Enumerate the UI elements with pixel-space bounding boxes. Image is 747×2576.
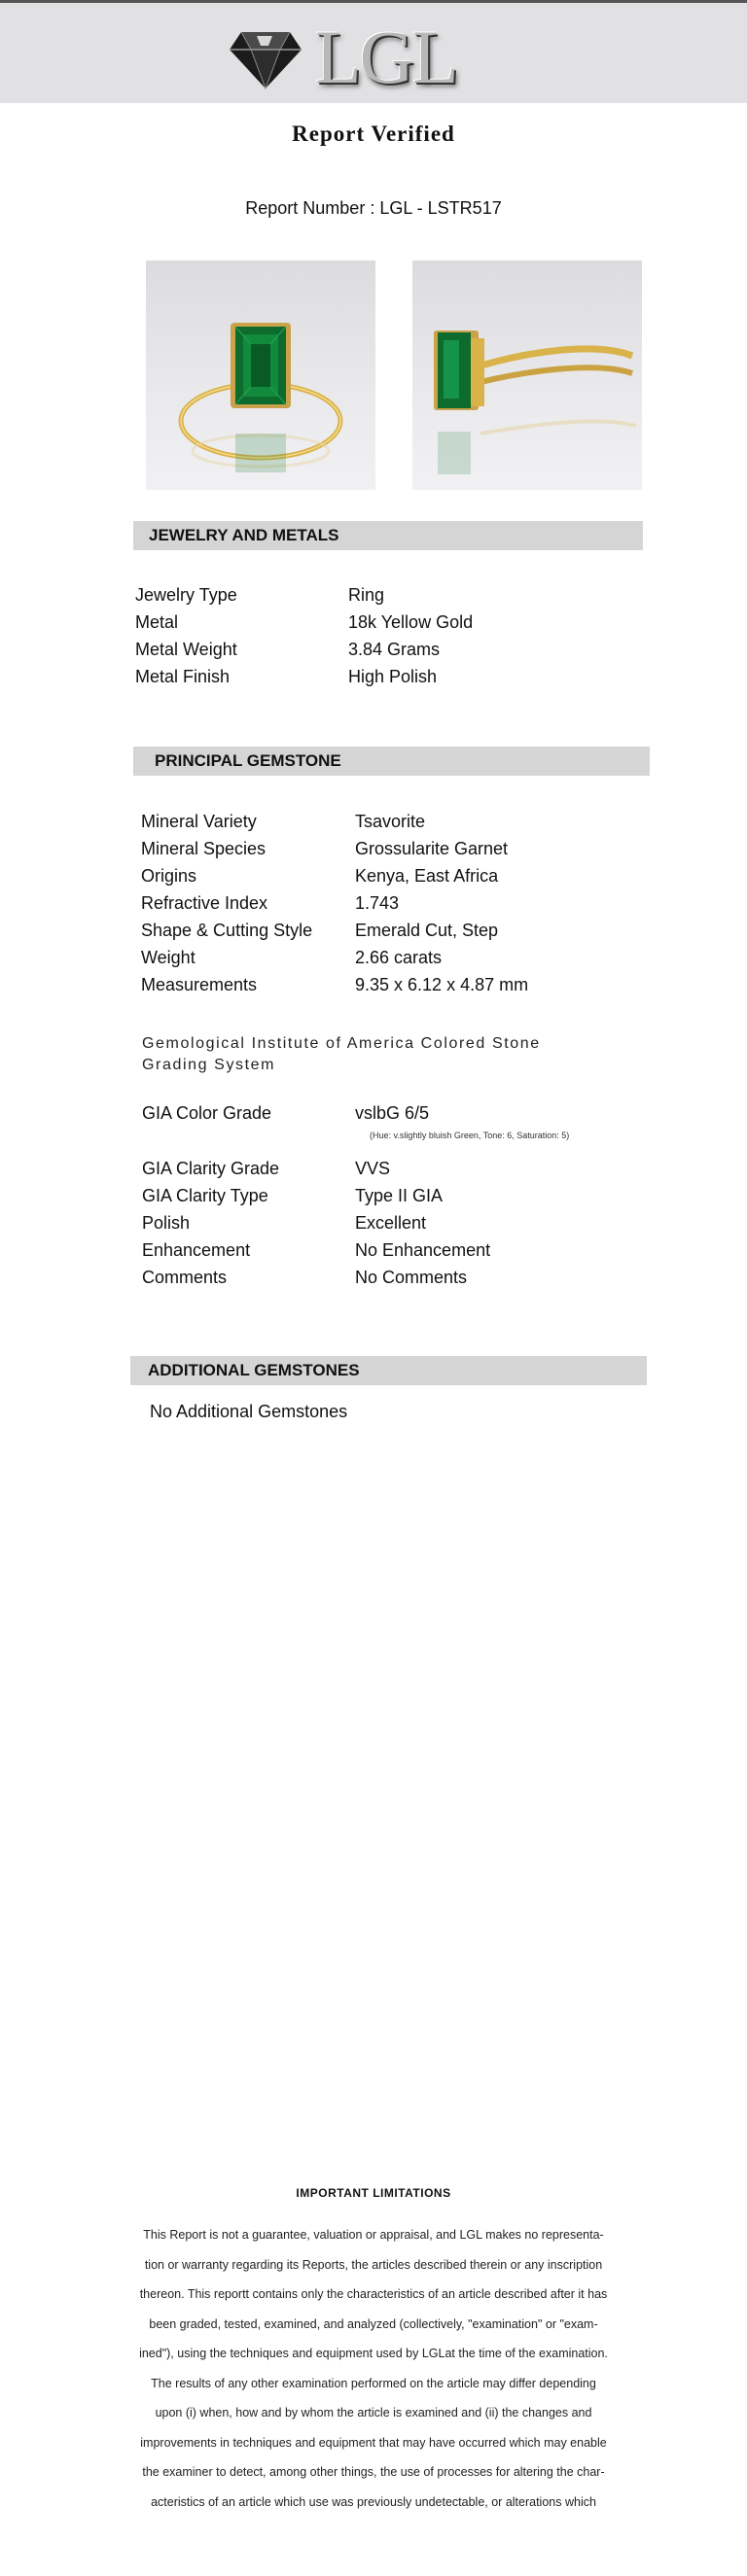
gemstone-row-label: Shape & Cutting Style xyxy=(141,921,313,940)
gemstone-section-heading xyxy=(133,747,650,776)
limitations-line: the examiner to detect, among other things, the use of processes for altering the char- xyxy=(142,2465,605,2479)
lgl-logo[interactable] xyxy=(226,17,479,98)
gemstone-row-label: Measurements xyxy=(141,975,258,994)
ring-front-photo[interactable] xyxy=(146,261,375,490)
gemstone-row-label: Origins xyxy=(141,866,197,886)
gia-color-grade-value: vslbG 6/5 xyxy=(355,1103,430,1123)
report-number: Report Number : LGL - LSTR517 xyxy=(245,198,502,218)
header-banner xyxy=(0,0,747,103)
jewelry-row-label: Jewelry Type xyxy=(135,585,237,605)
limitations-line: acteristics of an article which use was previously undetectable, or alterations which xyxy=(151,2494,596,2509)
gia-color-grade-label: GIA Color Grade xyxy=(142,1103,272,1123)
additional-gemstones-text: No Additional Gemstones xyxy=(150,1402,348,1421)
grade-row-value: VVS xyxy=(355,1159,391,1178)
gemstone-row-value: Emerald Cut, Step xyxy=(355,921,499,940)
gemstone-row-label: Mineral Species xyxy=(141,839,267,858)
gemstone-row-label: Refractive Index xyxy=(141,893,268,913)
gemstone-row-label: Weight xyxy=(141,948,196,967)
jewelry-row-value: 18k Yellow Gold xyxy=(348,612,474,632)
grade-row-value: No Comments xyxy=(355,1268,468,1287)
limitations-line: ined"), using the techniques and equipment used by LGLat the time of the examination. xyxy=(139,2347,608,2360)
grade-row-value: Type II GIA xyxy=(355,1186,444,1205)
limitations-line: been graded, tested, examined, and analyzed (collectively, "examination" or "exam- xyxy=(149,2316,598,2331)
additional-heading-text: ADDITIONAL GEMSTONES xyxy=(148,1361,360,1379)
limitations-line: This Report is not a guarantee, valuation or appraisal, and LGL makes no representa- xyxy=(143,2228,604,2242)
limitations-line: improvements in techniques and equipment that may have occurred which may enable xyxy=(140,2435,607,2450)
jewelry-row-label: Metal Finish xyxy=(135,667,231,686)
limitations-line: tion or warranty regarding its Reports, the articles described therein or any inscription xyxy=(144,2257,603,2272)
jewelry-row-value: Ring xyxy=(348,585,385,605)
gemstone-row-value: 1.743 xyxy=(355,893,400,913)
gemstone-row-value: 9.35 x 6.12 x 4.87 mm xyxy=(355,975,529,994)
limitations-line: thereon. This reportt contains only the characteristics of an article described after it has xyxy=(139,2287,608,2301)
ring-side-photo[interactable] xyxy=(412,261,642,490)
limitations-heading: IMPORTANT LIMITATIONS xyxy=(296,2186,451,2200)
limitations-line: upon (i) when, how and by whom the article is examined and (ii) the changes and xyxy=(155,2406,592,2419)
additional-section-heading xyxy=(130,1356,647,1385)
limitations-line: The results of any other examination performed on the article may differ depending xyxy=(151,2376,596,2390)
gemstone-row-value: Grossularite Garnet xyxy=(355,839,509,858)
grade-row-label: GIA Clarity Type xyxy=(142,1186,268,1205)
jewelry-row-value: 3.84 Grams xyxy=(348,640,441,659)
grade-row-label: Enhancement xyxy=(142,1240,251,1260)
gemstone-row-value: Kenya, East Africa xyxy=(355,866,499,886)
gemstone-row-label: Mineral Variety xyxy=(141,812,257,831)
jewelry-row-label: Metal Weight xyxy=(135,640,237,659)
gia-grading-heading: Gemological Institute of America Colored Stone Grading System xyxy=(142,1035,541,1073)
gemstone-row-value: 2.66 carats xyxy=(355,948,443,967)
gemstone-row-value: Tsavorite xyxy=(355,812,426,831)
jewelry-heading-text: JEWELRY AND METALS xyxy=(149,526,339,544)
jewelry-section-heading xyxy=(133,521,643,550)
diamond-icon xyxy=(228,30,303,90)
jewelry-row-label: Metal xyxy=(135,612,179,632)
gemstone-heading-text: PRINCIPAL GEMSTONE xyxy=(155,751,341,770)
jewelry-row-value: High Polish xyxy=(348,667,438,686)
grade-row-value: No Enhancement xyxy=(355,1240,491,1260)
color-grade-note: (Hue: v.slightly bluish Green, Tone: 6, Saturation: 5) xyxy=(370,1131,570,1140)
grade-row-label: Comments xyxy=(142,1268,228,1287)
grade-row-value: Excellent xyxy=(355,1213,427,1233)
logo-text: LGL xyxy=(315,15,457,99)
page-title: Report Verified xyxy=(292,122,455,146)
grade-row-label: Polish xyxy=(142,1213,191,1233)
grade-row-label: GIA Clarity Grade xyxy=(142,1159,280,1178)
